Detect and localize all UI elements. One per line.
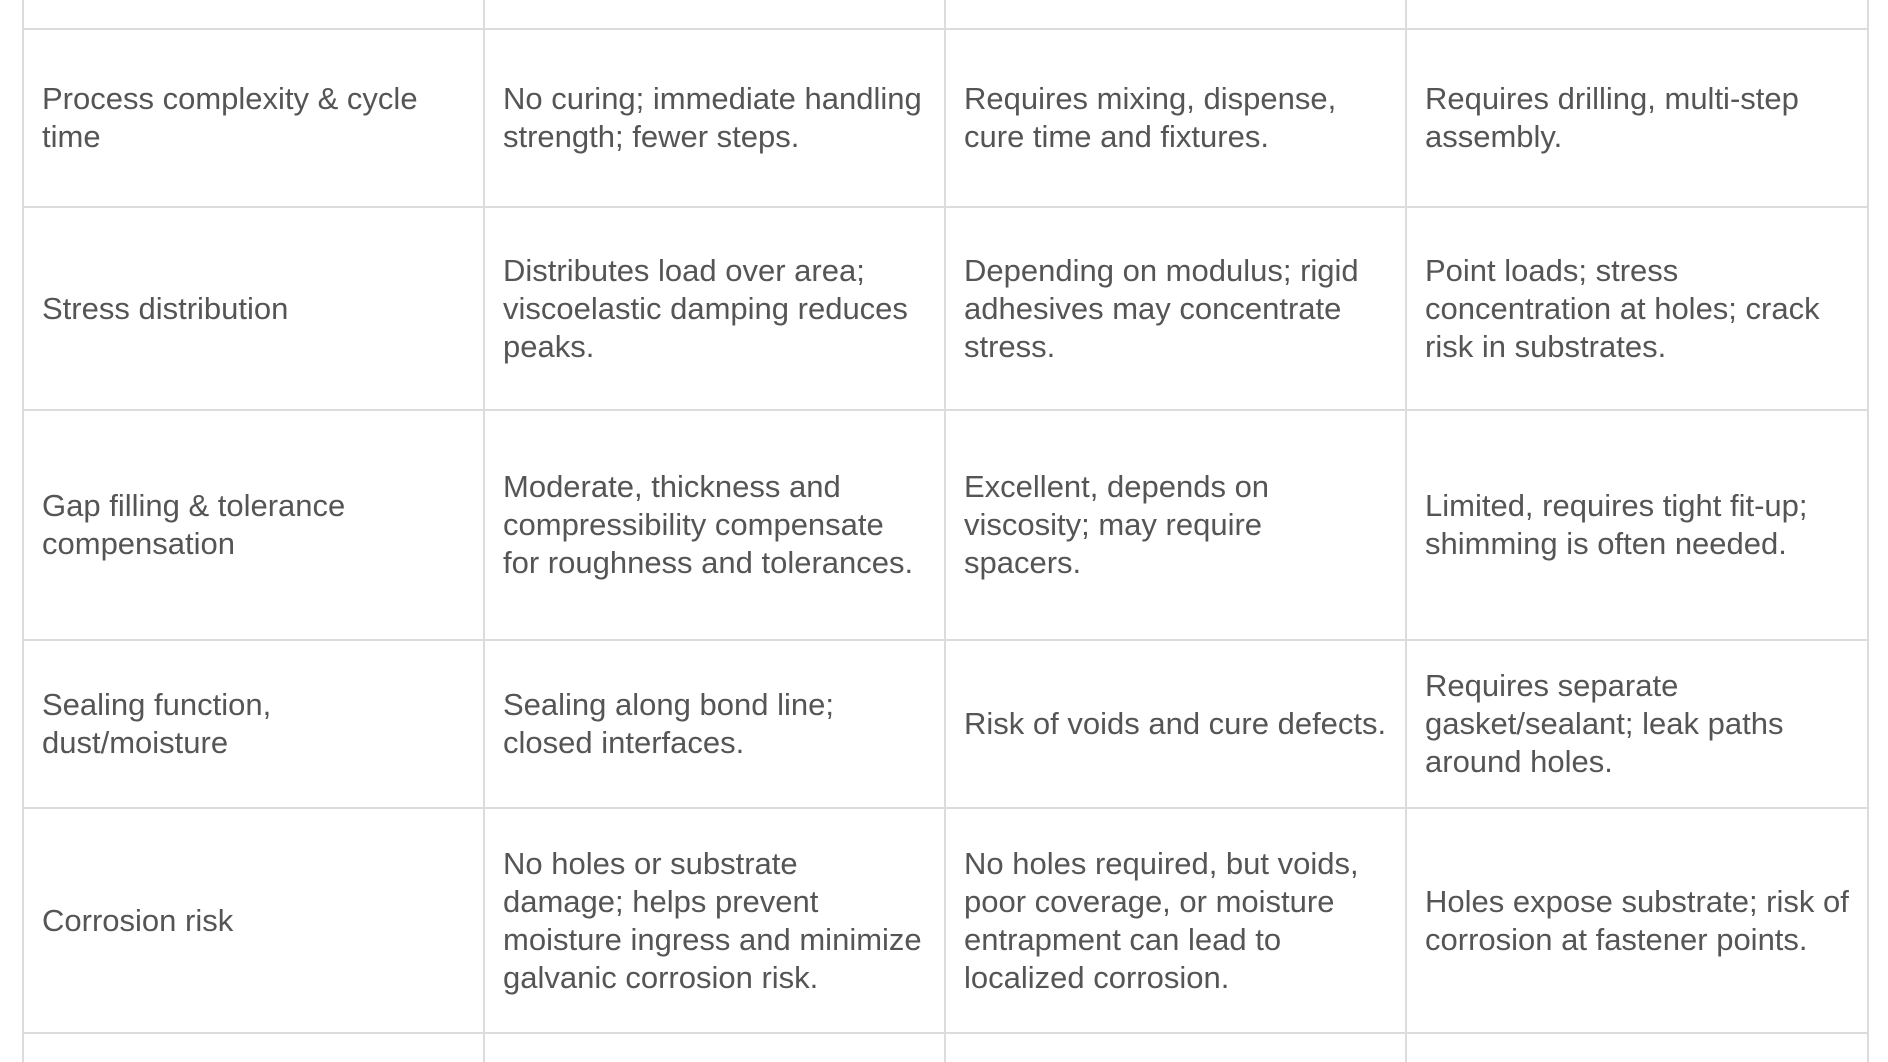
comparison-table bbox=[22, 0, 1869, 1062]
criterion-cell: Gap filling & tolerance compensation bbox=[23, 410, 484, 640]
table-cell: Requires separate gasket/sealant; leak paths around holes. bbox=[1406, 640, 1868, 808]
criterion-cell: Sealing function, dust/moisture bbox=[23, 640, 484, 808]
table-cell: Requires drilling, multi-step assembly. bbox=[1406, 29, 1868, 207]
table-cell: No holes or substrate damage; helps prevent moisture ingress and minimize galvanic corrosion risk. bbox=[484, 808, 945, 1033]
table-cell bbox=[1406, 1033, 1868, 1062]
table-cell bbox=[23, 1033, 484, 1062]
table-cell bbox=[484, 1033, 945, 1062]
table-cell: Holes expose substrate; risk of corrosion at fastener points. bbox=[1406, 808, 1868, 1033]
table-cell: No curing; immediate handling strength; fewer steps. bbox=[484, 29, 945, 207]
table-row bbox=[23, 29, 1868, 207]
table-cell: Limited, requires tight fit-up; shimming is often needed. bbox=[1406, 410, 1868, 640]
criterion-cell: Process complexity & cycle time bbox=[23, 29, 484, 207]
table-row bbox=[23, 207, 1868, 410]
table-cell: Depending on modulus; rigid adhesives may concentrate stress. bbox=[945, 207, 1406, 410]
table-cell: No holes required, but voids, poor coverage, or moisture entrapment can lead to localized corrosion. bbox=[945, 808, 1406, 1033]
table-cell: Moderate, thickness and compressibility compensate for roughness and tolerances. bbox=[484, 410, 945, 640]
table-cell bbox=[945, 0, 1406, 29]
table-cell bbox=[1406, 0, 1868, 29]
table-cell bbox=[23, 0, 484, 29]
table-cell: Point loads; stress concentration at holes; crack risk in substrates. bbox=[1406, 207, 1868, 410]
table-row-partial-top bbox=[23, 0, 1868, 29]
table-cell: Risk of voids and cure defects. bbox=[945, 640, 1406, 808]
criterion-cell: Stress distribution bbox=[23, 207, 484, 410]
table-cell: Requires mixing, dispense, cure time and fixtures. bbox=[945, 29, 1406, 207]
table-cell bbox=[484, 0, 945, 29]
criterion-cell: Corrosion risk bbox=[23, 808, 484, 1033]
table-cell: Distributes load over area; viscoelastic damping reduces peaks. bbox=[484, 207, 945, 410]
table-row bbox=[23, 640, 1868, 808]
table-cell bbox=[945, 1033, 1406, 1062]
table-row bbox=[23, 808, 1868, 1033]
table-cell: Excellent, depends on viscosity; may require spacers. bbox=[945, 410, 1406, 640]
table-row-partial-bottom bbox=[23, 1033, 1868, 1062]
table-cell: Sealing along bond line; closed interfaces. bbox=[484, 640, 945, 808]
table-row bbox=[23, 410, 1868, 640]
